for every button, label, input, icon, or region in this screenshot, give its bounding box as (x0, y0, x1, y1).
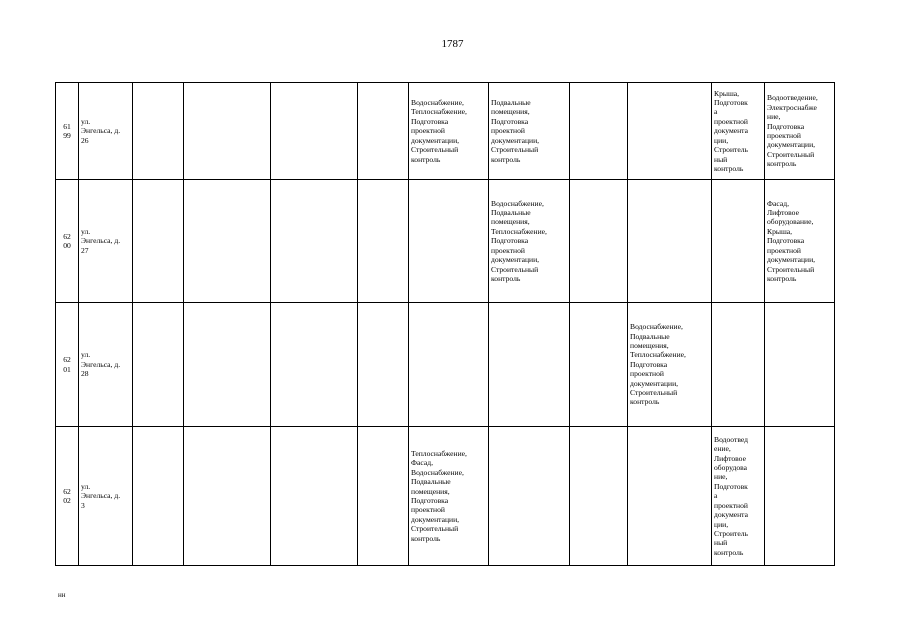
work-cell (570, 180, 628, 303)
work-cell (133, 83, 184, 180)
address-cell: ул. Энгельса, д. 27 (79, 180, 133, 303)
row-number-cell: 62 02 (56, 427, 79, 566)
work-cell (184, 303, 271, 427)
work-cell (271, 303, 358, 427)
work-cell (570, 83, 628, 180)
work-cell (765, 303, 835, 427)
work-cell (358, 180, 409, 303)
work-cell (133, 427, 184, 566)
address-cell: ул. Энгельса, д. 3 (79, 427, 133, 566)
work-cell (271, 427, 358, 566)
work-cell (358, 303, 409, 427)
work-cell (184, 180, 271, 303)
row-number-cell: 62 00 (56, 180, 79, 303)
work-cell (712, 180, 765, 303)
page-number: 1787 (441, 38, 464, 50)
work-cell (628, 83, 712, 180)
row-number-cell: 61 99 (56, 83, 79, 180)
table-row (56, 180, 835, 303)
table-row (56, 427, 835, 566)
work-cell: Водоотведение, Электроснабже ние, Подготовка проектной документации, Строительный контроль (765, 83, 835, 180)
work-cell (271, 83, 358, 180)
work-cell (489, 427, 570, 566)
work-cell (184, 83, 271, 180)
work-cell (133, 303, 184, 427)
work-cell (712, 303, 765, 427)
work-cell (765, 427, 835, 566)
work-cell (271, 180, 358, 303)
work-cell (184, 427, 271, 566)
work-cell (628, 180, 712, 303)
table-row (56, 303, 835, 427)
work-cell (628, 427, 712, 566)
work-cell: Теплоснабжение, Фасад, Водоснабжение, Подвальные помещения, Подготовка проектной документации, Строительный контроль (409, 427, 489, 566)
address-cell: ул. Энгельса, д. 28 (79, 303, 133, 427)
work-cell (133, 180, 184, 303)
work-cell (570, 427, 628, 566)
work-cell: Водоотвед ение, Лифтовое оборудова ние, Подготовк а проектной документа ции, Строитель ный контроль (712, 427, 765, 566)
work-cell (489, 303, 570, 427)
footer-mark: нн (58, 591, 66, 599)
work-cell (409, 180, 489, 303)
row-number-cell: 62 01 (56, 303, 79, 427)
work-cell (409, 303, 489, 427)
work-cell: Водоснабжение, Подвальные помещения, Теплоснабжение, Подготовка проектной документации, Строительный контроль (489, 180, 570, 303)
work-cell (358, 83, 409, 180)
work-cell: Фасад, Лифтовое оборудование, Крыша, Подготовка проектной документации, Строительный контроль (765, 180, 835, 303)
work-cell (570, 303, 628, 427)
address-cell: ул. Энгельса, д. 26 (79, 83, 133, 180)
works-table (55, 82, 835, 566)
work-cell: Водоснабжение, Подвальные помещения, Теплоснабжение, Подготовка проектной документации, Строительный контроль (628, 303, 712, 427)
work-cell: Водоснабжение, Теплоснабжение, Подготовка проектной документации, Строительный контроль (409, 83, 489, 180)
work-cell: Крыша, Подготовк а проектной документа ции, Строитель ный контроль (712, 83, 765, 180)
work-cell: Подвальные помещения, Подготовка проектной документации, Строительный контроль (489, 83, 570, 180)
table-row (56, 83, 835, 180)
work-cell (358, 427, 409, 566)
